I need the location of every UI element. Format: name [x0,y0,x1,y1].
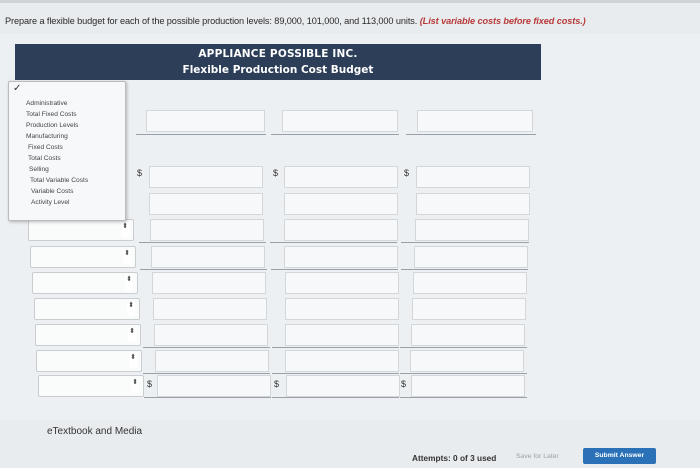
label-dropdown-list[interactable] [8,81,126,221]
divider-line [401,242,529,243]
submit-answer-button[interactable]: Submit Answer [583,448,656,464]
label-select-row-12[interactable] [38,375,144,397]
divider-line [140,269,267,270]
dropdown-option[interactable]: Administrative [26,100,68,107]
divider-line [136,134,266,135]
amount-input-row-4-col-1[interactable] [149,166,263,188]
amount-input-row-8-col-3[interactable] [413,272,527,294]
divider-line [271,134,399,135]
divider-line [139,242,266,243]
divider-line [272,397,399,398]
amount-input-row-6-col-3[interactable] [415,219,529,241]
etextbook-link[interactable]: eTextbook and Media [47,426,143,437]
production-level-input-col-3[interactable] [417,110,533,132]
label-select-row-8[interactable] [32,272,138,294]
dropdown-option[interactable]: Fixed Costs [28,144,63,151]
dollar-sign: $ [147,379,153,389]
dropdown-option[interactable]: Selling [29,166,49,173]
divider-line [406,134,536,135]
amount-input-row-10-col-3[interactable] [411,324,525,346]
amount-input-row-4-col-2[interactable] [284,166,398,188]
dropdown-option[interactable]: Manufacturing [26,133,68,140]
select-arrow-icon: ⬍ [129,354,137,368]
amount-input-row-6-col-2[interactable] [284,219,398,241]
select-arrow-icon: ⬍ [131,379,139,393]
amount-input-row-9-col-1[interactable] [153,298,267,320]
label-select-row-6[interactable] [28,219,134,241]
amount-input-row-12-col-1[interactable] [157,375,271,397]
dropdown-option[interactable]: Production Levels [26,122,79,129]
top-bar [0,0,700,3]
select-arrow-icon: ⬍ [128,328,136,342]
select-arrow-icon: ⬍ [127,302,135,316]
divider-line [143,347,270,348]
amount-input-row-11-col-2[interactable] [285,350,399,372]
amount-input-row-5-col-3[interactable] [416,193,530,215]
select-arrow-icon: ⬍ [121,223,129,237]
amount-input-row-5-col-2[interactable] [284,193,398,215]
dropdown-option[interactable]: Total Costs [28,155,61,162]
amount-input-row-4-col-3[interactable] [416,166,530,188]
divider-line [401,269,528,270]
divider-line [271,269,398,270]
save-for-later-button[interactable]: Save for Later [516,453,559,460]
amount-input-row-7-col-1[interactable] [151,246,265,268]
divider-line [144,397,271,398]
budget-title: Flexible Production Cost Budget [182,64,374,76]
budget-header [15,44,541,80]
dropdown-option[interactable]: Variable Costs [31,188,74,195]
amount-input-row-11-col-1[interactable] [155,350,269,372]
dollar-sign: $ [404,168,410,178]
amount-input-row-9-col-3[interactable] [412,298,526,320]
label-select-row-11[interactable] [36,350,142,372]
amount-input-row-12-col-2[interactable] [286,375,400,397]
production-level-input-col-1[interactable] [146,110,265,132]
amount-input-row-7-col-2[interactable] [284,246,398,268]
divider-line [400,373,527,374]
dropdown-option[interactable]: Activity Level [31,199,70,206]
dropdown-option[interactable]: Total Variable Costs [30,177,89,184]
dropdown-option[interactable]: Total Fixed Costs [26,111,77,118]
amount-input-row-11-col-3[interactable] [410,350,524,372]
checkmark-icon: ✓ [13,83,22,94]
question-prompt [5,16,586,26]
amount-input-row-10-col-2[interactable] [285,324,399,346]
label-select-row-9[interactable] [34,298,140,320]
amount-input-row-5-col-1[interactable] [149,193,263,215]
divider-line [272,373,399,374]
amount-input-row-7-col-3[interactable] [414,246,528,268]
dollar-sign: $ [273,168,279,178]
select-arrow-icon: ⬍ [123,250,131,264]
divider-line [270,242,397,243]
divider-line [400,397,527,398]
dollar-sign: $ [274,379,280,389]
amount-input-row-10-col-1[interactable] [154,324,268,346]
amount-input-row-9-col-2[interactable] [285,298,399,320]
prompt-note: (List variable costs before fixed costs.) [419,16,586,26]
select-arrow-icon: ⬍ [125,276,133,290]
dollar-sign: $ [137,168,143,178]
amount-input-row-6-col-1[interactable] [150,219,264,241]
amount-input-row-8-col-2[interactable] [285,272,399,294]
prompt-text: Prepare a flexible budget for each of the possible production levels: 89,000, 101,000, and 113,000 units. [5,16,418,26]
divider-line [272,347,399,348]
divider-line [400,347,527,348]
divider-line [143,373,270,374]
amount-input-row-12-col-3[interactable] [411,375,525,397]
company-name: APPLIANCE POSSIBLE INC. [198,48,358,60]
amount-input-row-8-col-1[interactable] [152,272,266,294]
attempts-counter: Attempts: 0 of 3 used [412,453,497,463]
dollar-sign: $ [401,379,407,389]
production-level-input-col-2[interactable] [282,110,398,132]
label-select-row-10[interactable] [35,324,141,346]
label-select-row-7[interactable] [30,246,136,268]
